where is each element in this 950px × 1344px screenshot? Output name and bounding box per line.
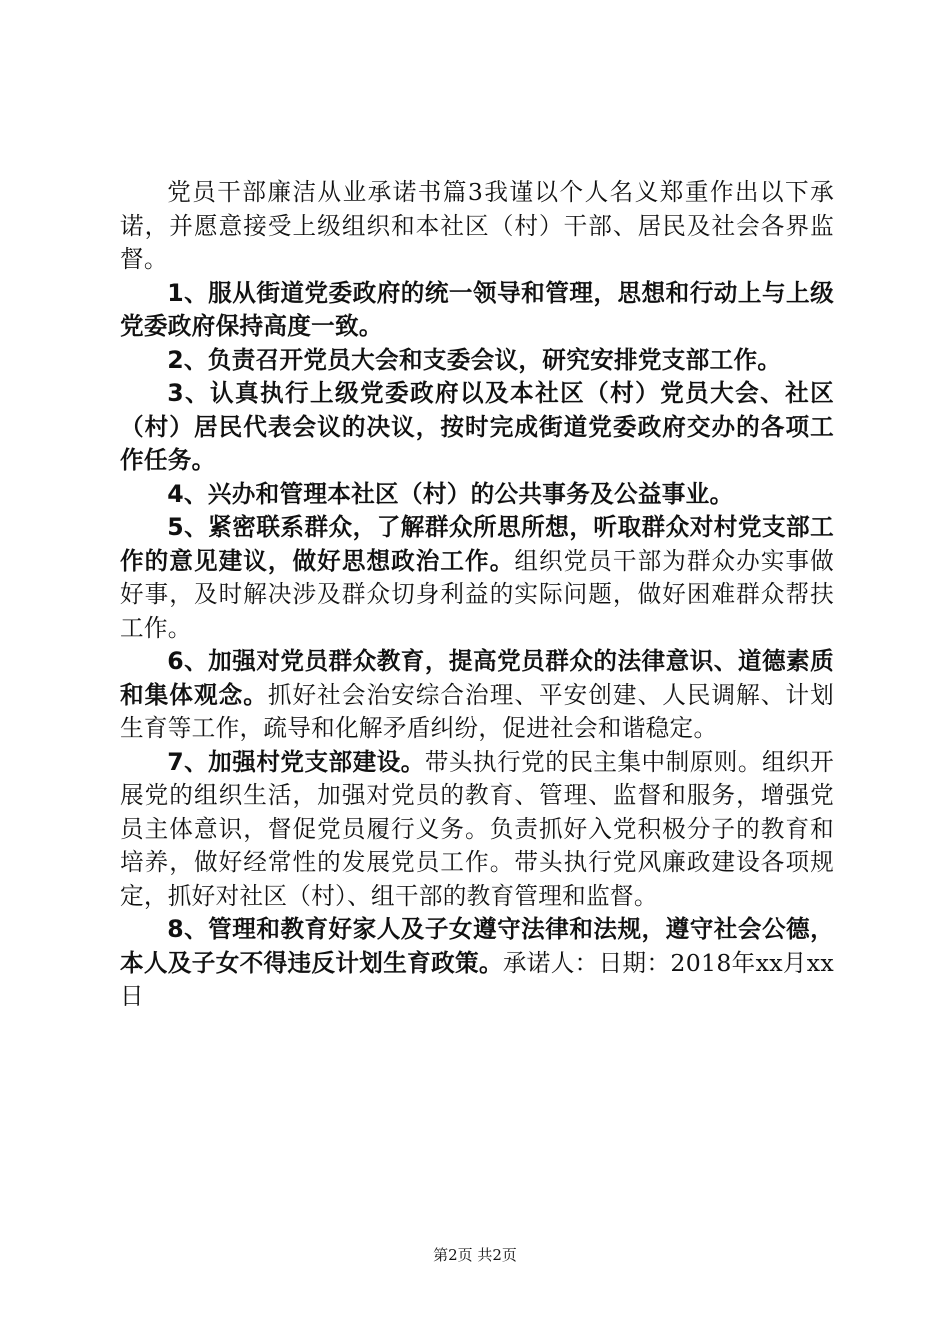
paragraph-item-4 (120, 478, 834, 512)
paragraph-item-6 (120, 645, 834, 746)
paragraph-text-bold: 5、紧密联系群众，了解群众所思所想，听取群众对村党支部工作的意见建议，做好思想政治工作。 (120, 513, 834, 575)
paragraph-text: 1、服从街道党委政府的统一领导和管理，思想和行动上与上级党委政府保持高度一致。 (120, 278, 834, 340)
signature-line: 承诺人：日期：2018年xx月xx日 (120, 948, 834, 1010)
paragraph-item-5 (120, 511, 834, 645)
paragraph-intro (120, 176, 834, 277)
paragraph-text: 党员干部廉洁从业承诺书篇3我谨以个人名义郑重作出以下承诺，并愿意接受上级组织和本社区（村）干部、居民及社会各界监督。 (120, 178, 834, 273)
paragraph-item-2 (120, 344, 834, 378)
paragraph-text: 3、认真执行上级党委政府以及本社区（村）党员大会、社区（村）居民代表会议的决议，按时完成街道党委政府交办的各项工作任务。 (120, 379, 834, 474)
paragraph-text: 4、兴办和管理本社区（村）的公共事务及公益事业。 (167, 479, 734, 508)
paragraph-item-1 (120, 277, 834, 344)
paragraph-text: 抓好社会治安综合治理、平安创建、人民调解、计划生育等工作，疏导和化解矛盾纠纷，促进社会和谐稳定。 (120, 680, 834, 742)
paragraph-text-bold: 8、管理和教育好家人及子女遵守法律和法规，遵守社会公德，本人及子女不得违反计划生育政策。 (120, 915, 834, 977)
paragraph-text: 带头执行党的民主集中制原则。组织开展党的组织生活，加强对党员的教育、管理、监督和服务，增强党员主体意识，督促党员履行义务。负责抓好入党积极分子的教育和培养，做好经常性的发展党员工作。带头执行党风廉政建设各项规定，抓好对社区（村）、组干部的教育管理和监督。 (120, 747, 834, 910)
paragraph-item-8 (120, 913, 834, 1014)
paragraph-text: 组织党员干部为群众办实事做好事，及时解决涉及群众切身利益的实际问题，做好困难群众帮扶工作。 (120, 546, 834, 642)
paragraph-item-7 (120, 746, 834, 914)
paragraph-text: 2、负责召开党员大会和支委会议，研究安排党支部工作。 (167, 345, 782, 374)
paragraph-text-bold: 6、加强对党员群众教育，提高党员群众的法律意识、道德素质和集体观念。 (120, 647, 834, 709)
paragraph-text-bold: 7、加强村党支部建设。 (167, 747, 425, 776)
document-body (120, 176, 834, 1014)
paragraph-item-3 (120, 377, 834, 478)
page-number-footer: 第2页 共2页 (433, 1246, 517, 1264)
